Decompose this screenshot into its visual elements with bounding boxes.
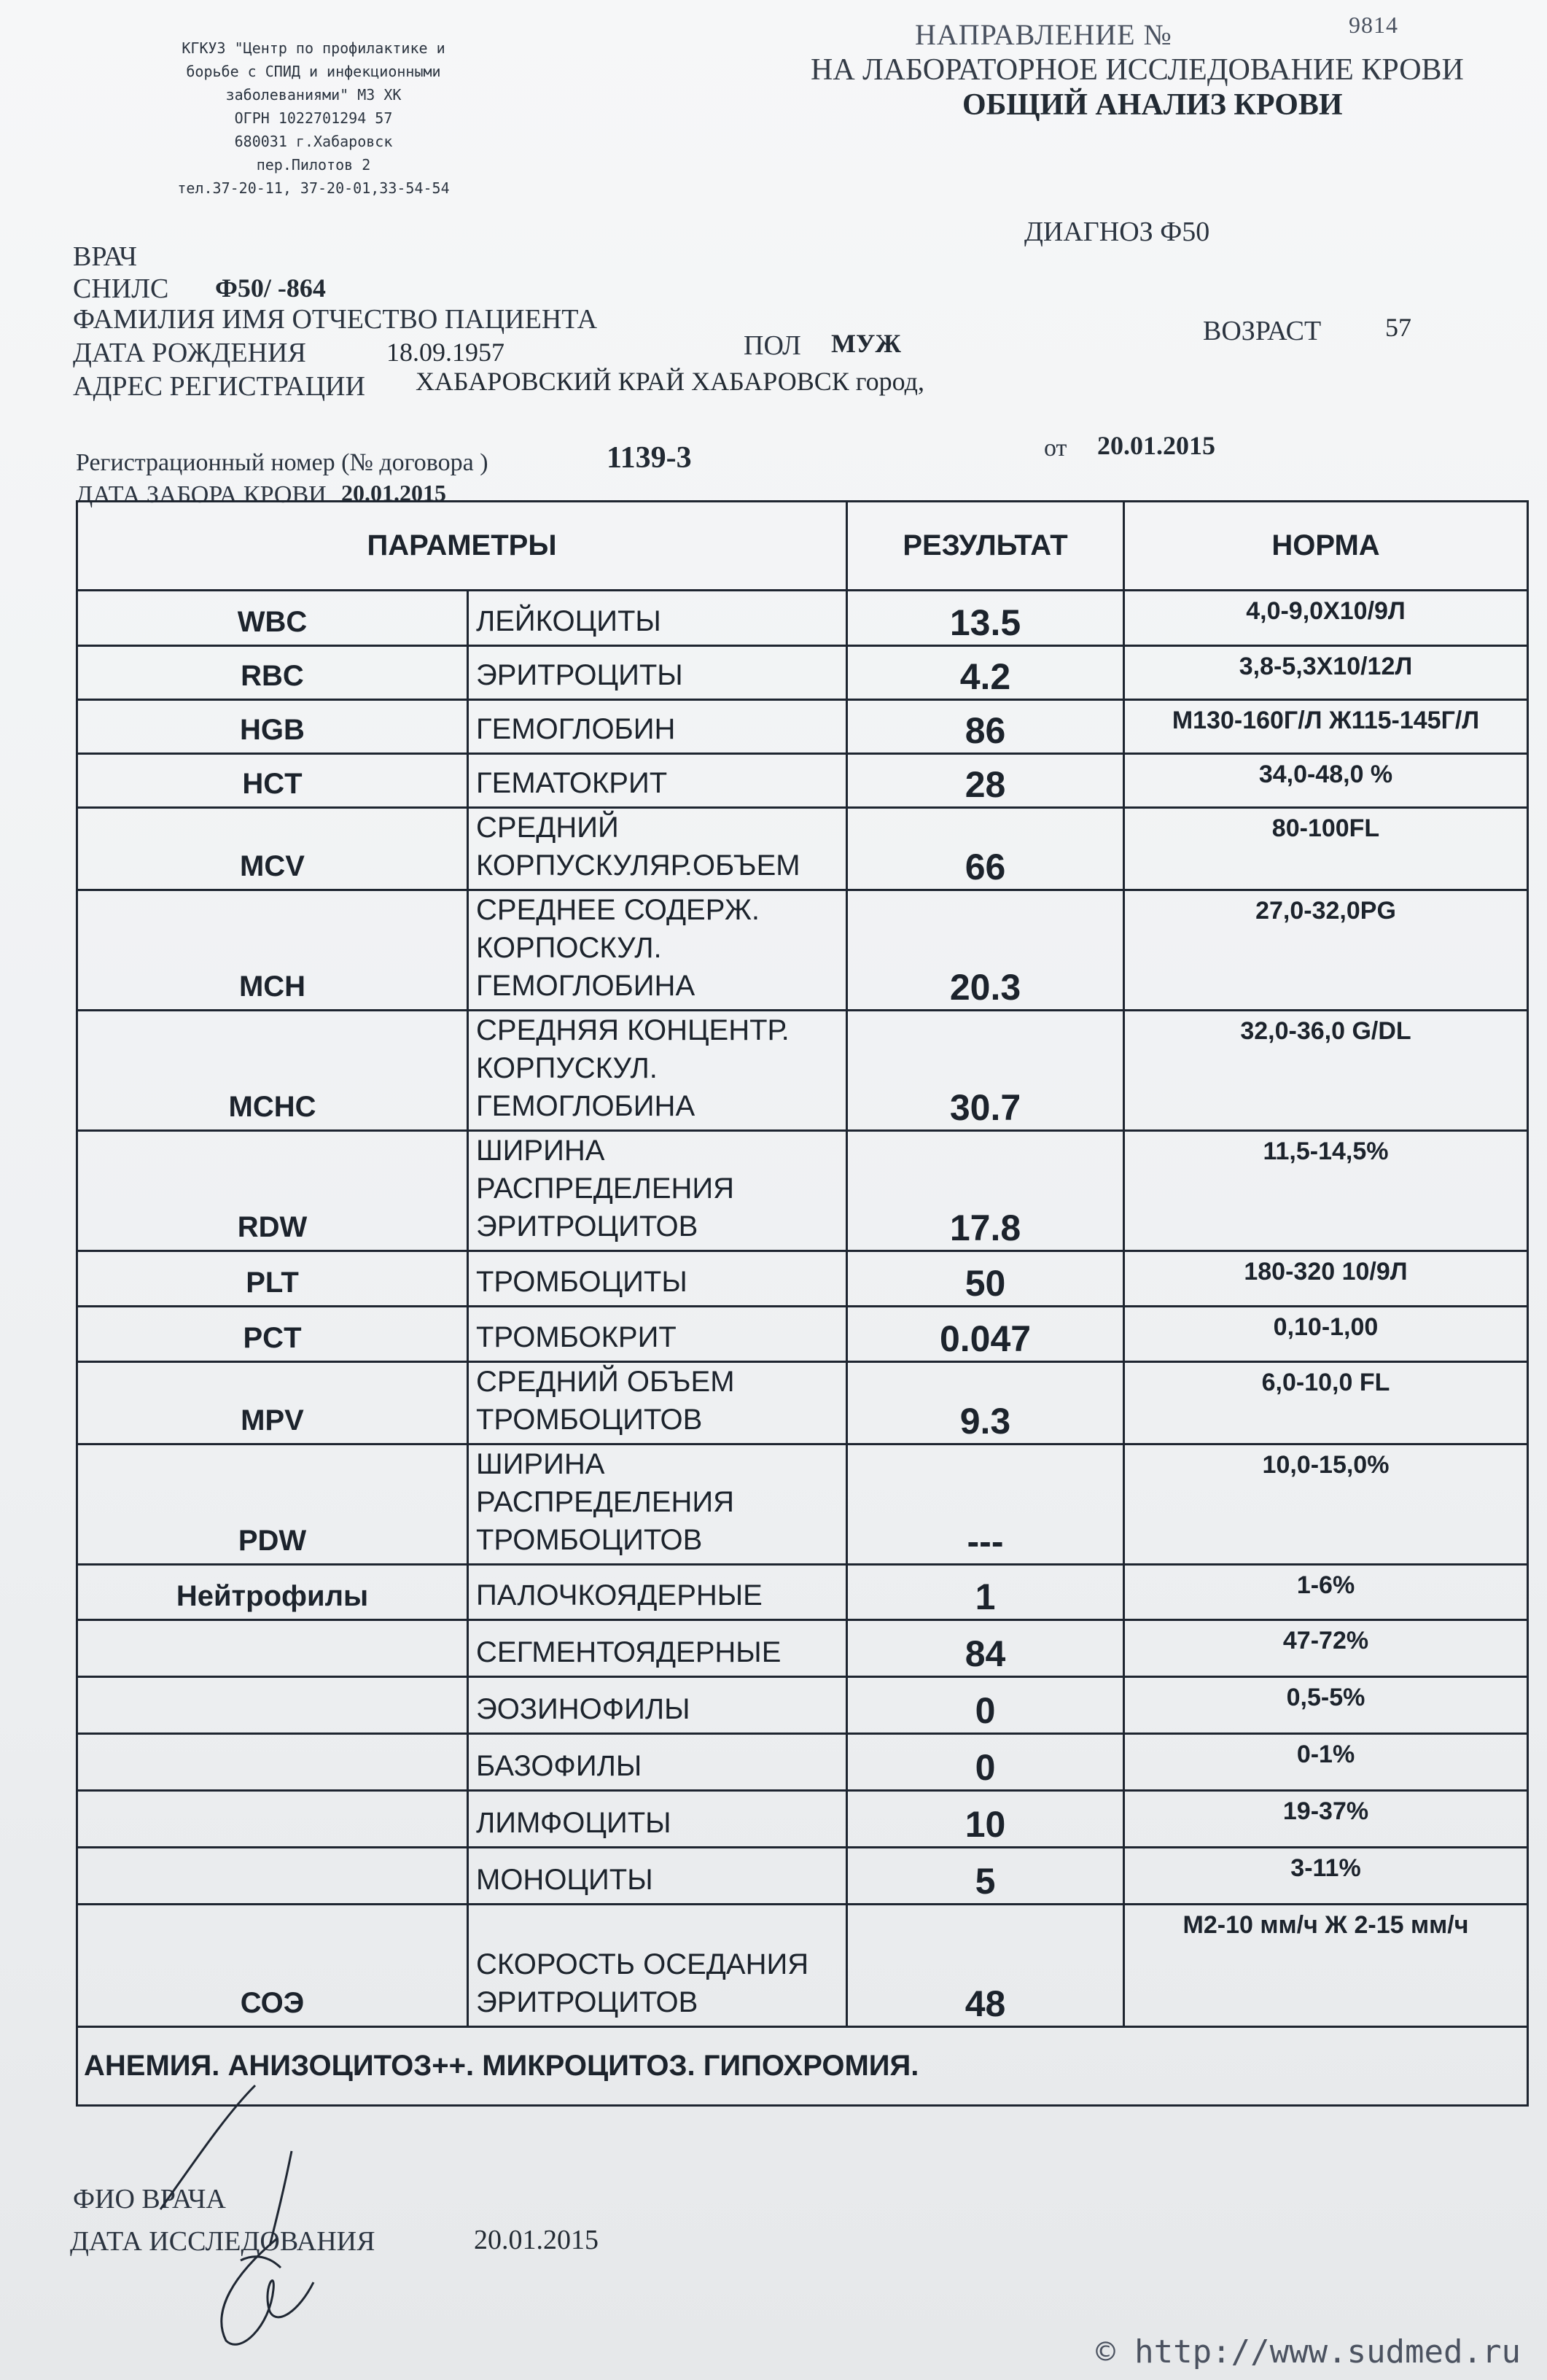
param-code: MCHC bbox=[77, 1011, 468, 1131]
param-code: RBC bbox=[77, 646, 468, 700]
param-norm: 3,8-5,3Х10/12Л bbox=[1124, 646, 1528, 700]
param-result: 84 bbox=[847, 1620, 1124, 1677]
table-row bbox=[77, 1791, 1528, 1848]
param-result: 30.7 bbox=[847, 1011, 1124, 1131]
param-name: ГЕМОГЛОБИН bbox=[468, 700, 847, 754]
param-norm: 0-1% bbox=[1124, 1734, 1528, 1791]
param-result: 66 bbox=[847, 808, 1124, 890]
param-code bbox=[77, 1677, 468, 1734]
document-subtitle: НА ЛАБОРАТОРНОЕ ИССЛЕДОВАНИЕ КРОВИ bbox=[811, 53, 1464, 87]
params-header: ПАРАМЕТРЫ bbox=[77, 502, 847, 591]
address-value: ХАБАРОВСКИЙ КРАЙ ХАБАРОВСК город, bbox=[416, 367, 924, 396]
param-code: HCT bbox=[77, 754, 468, 808]
param-norm: 80-100FL bbox=[1124, 808, 1528, 890]
table-row bbox=[77, 646, 1528, 700]
param-name: ЛИМФОЦИТЫ bbox=[468, 1791, 847, 1848]
param-norm: 6,0-10,0 FL bbox=[1124, 1362, 1528, 1444]
org-line: пер.Пилотов 2 bbox=[256, 156, 371, 174]
param-result: 9.3 bbox=[847, 1362, 1124, 1444]
reg-number-label: Регистрационный номер (№ договора ) bbox=[76, 449, 488, 476]
param-norm: 10,0-15,0% bbox=[1124, 1444, 1528, 1565]
param-name: СРЕДНИЙ КОРПУСКУЛЯР.ОБЪЕМ bbox=[468, 808, 847, 890]
param-norm: 32,0-36,0 G/DL bbox=[1124, 1011, 1528, 1131]
table-row bbox=[77, 1565, 1528, 1620]
param-result: 13.5 bbox=[847, 591, 1124, 646]
result-header: РЕЗУЛЬТАТ bbox=[847, 502, 1124, 591]
param-code: PCT bbox=[77, 1307, 468, 1362]
param-name: ЛЕЙКОЦИТЫ bbox=[468, 591, 847, 646]
table-row bbox=[77, 1251, 1528, 1307]
param-name: СРЕДНЯЯ КОНЦЕНТР. КОРПУСКУЛ. ГЕМОГЛОБИНА bbox=[468, 1011, 847, 1131]
param-norm: 4,0-9,0Х10/9Л bbox=[1124, 591, 1528, 646]
table-row bbox=[77, 1905, 1528, 2027]
table-row bbox=[77, 1734, 1528, 1791]
param-result: 17.8 bbox=[847, 1131, 1124, 1251]
org-line: тел.37-20-11, 37-20-01,33-54-54 bbox=[177, 179, 450, 197]
table-row bbox=[77, 700, 1528, 754]
param-name: СРЕДНИЙ ОБЪЕМ ТРОМБОЦИТОВ bbox=[468, 1362, 847, 1444]
watermark: © http://www.sudmed.ru bbox=[1096, 2333, 1521, 2371]
age-value: 57 bbox=[1385, 313, 1411, 342]
param-norm: 0,10-1,00 bbox=[1124, 1307, 1528, 1362]
table-row bbox=[77, 1307, 1528, 1362]
reg-date-value: 20.01.2015 bbox=[1097, 431, 1215, 460]
param-norm: 19-37% bbox=[1124, 1791, 1528, 1848]
org-line: 680031 г.Хабаровск bbox=[234, 133, 393, 150]
signature bbox=[146, 2071, 335, 2362]
param-name: ТРОМБОКРИТ bbox=[468, 1307, 847, 1362]
param-result: 10 bbox=[847, 1791, 1124, 1848]
param-result: 1 bbox=[847, 1565, 1124, 1620]
param-norm: 47-72% bbox=[1124, 1620, 1528, 1677]
table-header-row bbox=[77, 502, 1528, 591]
param-code: PLT bbox=[77, 1251, 468, 1307]
norm-header: НОРМА bbox=[1124, 502, 1528, 591]
param-name: ТРОМБОЦИТЫ bbox=[468, 1251, 847, 1307]
dob-value: 18.09.1957 bbox=[386, 338, 504, 367]
param-result: 0 bbox=[847, 1677, 1124, 1734]
param-norm: 27,0-32,0PG bbox=[1124, 890, 1528, 1011]
direction-number: 9814 bbox=[1349, 12, 1398, 38]
param-result: --- bbox=[847, 1444, 1124, 1565]
param-result: 28 bbox=[847, 754, 1124, 808]
param-code: MCV bbox=[77, 808, 468, 890]
param-code: MPV bbox=[77, 1362, 468, 1444]
param-norm: 34,0-48,0 % bbox=[1124, 754, 1528, 808]
table-row bbox=[77, 1011, 1528, 1131]
param-code: WBC bbox=[77, 591, 468, 646]
param-code: PDW bbox=[77, 1444, 468, 1565]
blood-date-value: 20.01.2015 bbox=[341, 480, 446, 506]
param-norm: М2-10 мм/ч Ж 2-15 мм/ч bbox=[1124, 1905, 1528, 2027]
param-result: 0 bbox=[847, 1734, 1124, 1791]
document-title: ОБЩИЙ АНАЛИЗ КРОВИ bbox=[962, 88, 1343, 122]
param-name: ЭОЗИНОФИЛЫ bbox=[468, 1677, 847, 1734]
param-name: СЕГМЕНТОЯДЕРНЫЕ bbox=[468, 1620, 847, 1677]
param-result: 4.2 bbox=[847, 646, 1124, 700]
table-row bbox=[77, 1620, 1528, 1677]
age-label: ВОЗРАСТ bbox=[1203, 316, 1322, 346]
org-line: борьбе с СПИД и инфекционными bbox=[186, 63, 441, 80]
param-code bbox=[77, 1848, 468, 1905]
table-row bbox=[77, 890, 1528, 1011]
param-name: СРЕДНЕЕ СОДЕРЖ. КОРПОСКУЛ. ГЕМОГЛОБИНА bbox=[468, 890, 847, 1011]
table-row bbox=[77, 1131, 1528, 1251]
param-code bbox=[77, 1791, 468, 1848]
organization-block bbox=[80, 36, 547, 200]
conclusion: АНЕМИЯ. АНИЗОЦИТОЗ++. МИКРОЦИТОЗ. ГИПОХРОМИЯ. bbox=[77, 2027, 1528, 2106]
study-date-value: 20.01.2015 bbox=[474, 2225, 599, 2255]
param-name: ПАЛОЧКОЯДЕРНЫЕ bbox=[468, 1565, 847, 1620]
param-result: 0.047 bbox=[847, 1307, 1124, 1362]
param-norm: 3-11% bbox=[1124, 1848, 1528, 1905]
param-name: ШИРИНА РАСПРЕДЕЛЕНИЯ ЭРИТРОЦИТОВ bbox=[468, 1131, 847, 1251]
param-code: MCH bbox=[77, 890, 468, 1011]
param-name: СКОРОСТЬ ОСЕДАНИЯ ЭРИТРОЦИТОВ bbox=[468, 1905, 847, 2027]
param-name: ЭРИТРОЦИТЫ bbox=[468, 646, 847, 700]
table-row bbox=[77, 591, 1528, 646]
param-code: Нейтрофилы bbox=[77, 1565, 468, 1620]
org-line: ОГРН 1022701294 57 bbox=[234, 109, 393, 127]
param-norm: 1-6% bbox=[1124, 1565, 1528, 1620]
param-name: МОНОЦИТЫ bbox=[468, 1848, 847, 1905]
table-row bbox=[77, 808, 1528, 890]
patient-fio-label: ФАМИЛИЯ ИМЯ ОТЧЕСТВО ПАЦИЕНТА bbox=[73, 304, 598, 335]
param-result: 20.3 bbox=[847, 890, 1124, 1011]
diagnosis: ДИАГНОЗ Ф50 bbox=[1024, 217, 1210, 247]
param-norm: 11,5-14,5% bbox=[1124, 1131, 1528, 1251]
table-row bbox=[77, 1362, 1528, 1444]
study-date-label: ДАТА ИССЛЕДОВАНИЯ bbox=[70, 2226, 375, 2257]
table-row bbox=[77, 1848, 1528, 1905]
param-name: ГЕМАТОКРИТ bbox=[468, 754, 847, 808]
org-line: заболеваниями" МЗ ХК bbox=[225, 86, 402, 104]
param-code: HGB bbox=[77, 700, 468, 754]
doctor-label: ВРАЧ bbox=[73, 241, 137, 272]
param-norm: 180-320 10/9Л bbox=[1124, 1251, 1528, 1307]
param-result: 50 bbox=[847, 1251, 1124, 1307]
param-code bbox=[77, 1620, 468, 1677]
param-name: БАЗОФИЛЫ bbox=[468, 1734, 847, 1791]
param-norm: 0,5-5% bbox=[1124, 1677, 1528, 1734]
direction-label: НАПРАВЛЕНИЕ № bbox=[915, 18, 1172, 51]
table-row bbox=[77, 1444, 1528, 1565]
sex-label: ПОЛ bbox=[744, 330, 801, 361]
dob-label: ДАТА РОЖДЕНИЯ bbox=[73, 338, 306, 368]
param-code: RDW bbox=[77, 1131, 468, 1251]
param-result: 48 bbox=[847, 1905, 1124, 2027]
param-code bbox=[77, 1734, 468, 1791]
param-name: ШИРИНА РАСПРЕДЕЛЕНИЯ ТРОМБОЦИТОВ bbox=[468, 1444, 847, 1565]
results-table bbox=[76, 500, 1529, 2107]
org-line: КГКУЗ "Центр по профилактике и bbox=[182, 39, 445, 57]
reg-number-value: 1139-3 bbox=[607, 441, 692, 475]
param-result: 5 bbox=[847, 1848, 1124, 1905]
snils-label: СНИЛС bbox=[73, 273, 169, 304]
doctor-fio-label: ФИО ВРАЧА bbox=[73, 2184, 226, 2214]
param-result: 86 bbox=[847, 700, 1124, 754]
param-code: СОЭ bbox=[77, 1905, 468, 2027]
snils-value: Ф50/ -864 bbox=[215, 273, 326, 303]
param-norm: М130-160Г/Л Ж115-145Г/Л bbox=[1124, 700, 1528, 754]
reg-date-label: от bbox=[1044, 435, 1067, 462]
address-label: АДРЕС РЕГИСТРАЦИИ bbox=[73, 371, 365, 402]
sex-value: МУЖ bbox=[831, 329, 901, 358]
blood-date-label: ДАТА ЗАБОРА КРОВИ bbox=[76, 481, 327, 508]
table-row bbox=[77, 754, 1528, 808]
table-row bbox=[77, 1677, 1528, 1734]
